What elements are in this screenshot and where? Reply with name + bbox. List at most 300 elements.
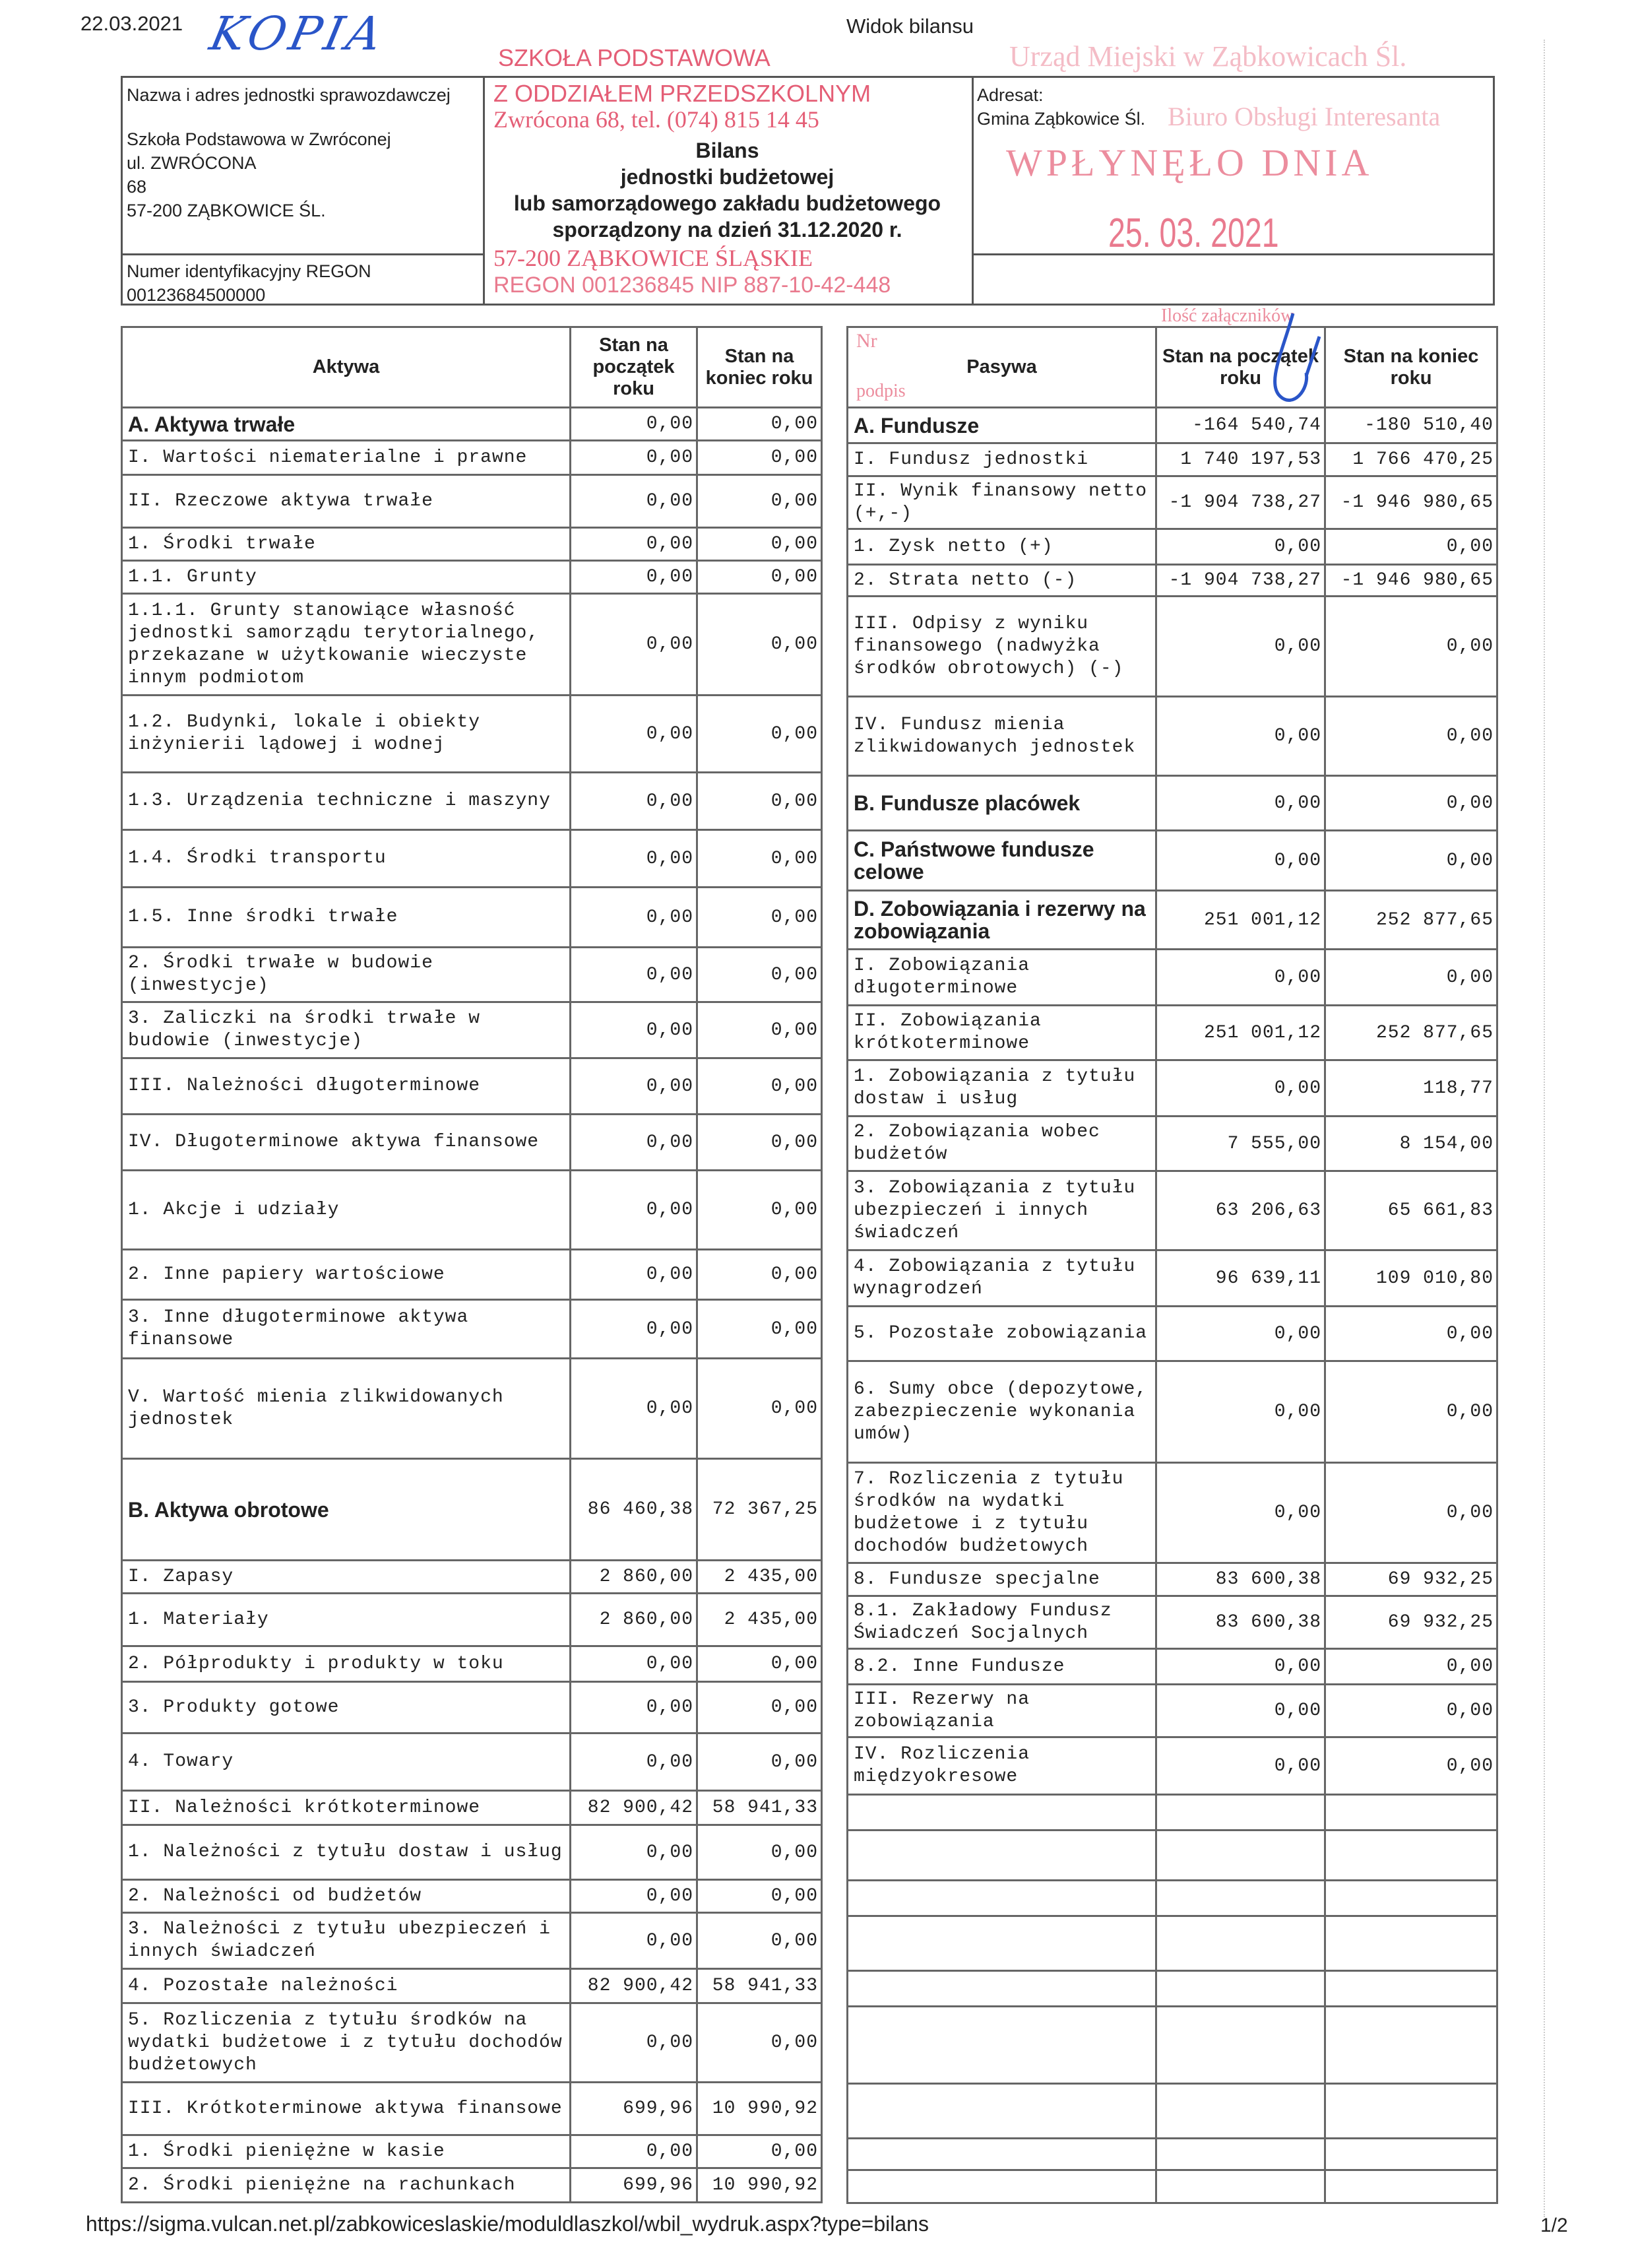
table-row [122,1682,822,1733]
table-row [122,1825,822,1880]
end-of-year-value: 65 661,83 [1325,1171,1497,1250]
start-of-year-value: 0,00 [571,475,697,528]
row-label: 2. Środki pieniężne na rachunkach [122,2168,571,2203]
table-row [848,1117,1497,1171]
end-of-year-value: 0,00 [1325,950,1497,1006]
table-row [848,1563,1497,1596]
addressee-value: Gmina Ząbkowice Śl. [977,109,1146,129]
start-of-year-value: 82 900,42 [571,1969,697,2003]
row-label: I. Zapasy [122,1561,571,1594]
end-of-year-value: 69 932,25 [1325,1563,1497,1596]
end-of-year-value: 109 010,80 [1325,1250,1497,1307]
table-row [848,1171,1497,1250]
row-label: 4. Zobowiązania z tytułu wynagrodzeń [848,1250,1156,1307]
end-of-year-value: 0,00 [1325,597,1497,697]
end-of-year-value: 0,00 [697,1115,822,1171]
row-label: B. Aktywa obrotowe [122,1459,571,1561]
end-of-year-value: 0,00 [697,1733,822,1791]
table-row [122,1002,822,1058]
start-of-year-value: 2 860,00 [571,1594,697,1646]
start-of-year-value: 0,00 [571,696,697,773]
end-of-year-value: 0,00 [697,408,822,441]
start-of-year-value: 0,00 [571,1171,697,1250]
empty-cell [1156,1831,1325,1881]
start-of-year-value: 0,00 [571,948,697,1002]
end-of-year-value: 0,00 [1325,776,1497,831]
unit-address [127,127,391,222]
start-of-year-value: 0,00 [571,888,697,948]
end-of-year-value: 0,00 [697,830,822,888]
start-of-year-value: 0,00 [571,1115,697,1171]
row-label: 1. Zysk netto (+) [848,529,1156,565]
table-row [122,888,822,948]
table-row [848,476,1497,529]
start-of-year-value: 0,00 [571,1250,697,1300]
empty-cell [848,2007,1156,2084]
empty-row [848,1795,1497,1831]
row-label: B. Fundusze placówek [848,776,1156,831]
empty-cell [1325,1881,1497,1916]
end-of-year-value: 72 367,25 [697,1459,822,1561]
regon-block [127,259,371,307]
table-row [122,1058,822,1115]
end-of-year-value: 0,00 [1325,1685,1497,1737]
row-label: 3. Inne długoterminowe aktywa finansowe [122,1300,571,1359]
row-label: 3. Zobowiązania z tytułu ubezpieczeń i innych świadczeń [848,1171,1156,1250]
end-of-year-value: 0,00 [697,1058,822,1115]
table-row [122,1646,822,1682]
table-row [848,891,1497,950]
row-label: III. Odpisy z wyniku finansowego (nadwyżka środków obrotowych) (-) [848,597,1156,697]
row-label: 5. Pozostałe zobowiązania [848,1307,1156,1361]
start-of-year-value: 96 639,11 [1156,1250,1325,1307]
start-of-year-value: 0,00 [571,408,697,441]
table-row [122,2135,822,2168]
school-stamp-line: REGON 001236845 NIP 887-10-42-448 [493,273,891,298]
start-of-year-value: 0,00 [1156,776,1325,831]
header-divider [123,253,483,255]
end-of-year-value: 0,00 [1325,1737,1497,1795]
row-label: 5. Rozliczenia z tytułu środków na wydatki budżetowe i z tytułu dochodów budżetowych [122,2003,571,2083]
end-of-year-value: 0,00 [697,441,822,475]
unit-city: 57-200 ZĄBKOWICE ŚL. [127,201,326,220]
table-row [848,565,1497,597]
start-of-year-value: -1 904 738,27 [1156,565,1325,597]
table-row [848,697,1497,776]
end-of-year-value: 118,77 [1325,1060,1497,1117]
end-of-year-value: 0,00 [697,1682,822,1733]
table-row [848,1463,1497,1563]
report-title [483,137,972,243]
start-of-year-value: 699,96 [571,2168,697,2203]
start-of-year-value: 0,00 [1156,697,1325,776]
start-of-year-value: 83 600,38 [1156,1596,1325,1649]
table-row [122,1250,822,1300]
end-of-year-value: 0,00 [1325,697,1497,776]
row-label: III. Rezerwy na zobowiązania [848,1685,1156,1737]
view-title: Widok bilansu [846,15,974,38]
table-row [122,948,822,1002]
start-of-year-value: 0,00 [1156,1463,1325,1563]
table-row [848,831,1497,891]
row-label: A. Fundusze [848,408,1156,443]
start-of-year-value: 0,00 [1156,597,1325,697]
row-label: III. Należności długoterminowe [122,1058,571,1115]
start-of-year-value: 0,00 [571,1002,697,1058]
row-label: 2. Strata netto (-) [848,565,1156,597]
regon-label: Numer identyfikacyjny REGON [127,261,371,281]
row-label: IV. Fundusz mienia zlikwidowanych jednostek [848,697,1156,776]
table-row [848,529,1497,565]
end-of-year-value: 0,00 [1325,831,1497,891]
title-line: jednostki budżetowej [620,165,834,189]
end-of-year-value: 0,00 [697,888,822,948]
row-label: 8.2. Inne Fundusze [848,1649,1156,1685]
start-of-year-value: -164 540,74 [1156,408,1325,443]
row-label: II. Należności krótkoterminowe [122,1791,571,1825]
table-row [122,1115,822,1171]
start-of-year-value: 0,00 [571,1359,697,1459]
start-of-year-value: 251 001,12 [1156,1006,1325,1060]
row-label: III. Krótkoterminowe aktywa finansowe [122,2083,571,2135]
empty-cell [1156,1881,1325,1916]
end-of-year-value: 0,00 [1325,529,1497,565]
table-row [122,2083,822,2135]
table-row [122,1733,822,1791]
office-stamp-line: Urząd Miejski w Ząbkowicach Śl. [1009,40,1407,73]
table-row [122,1300,822,1359]
scan-edge [1544,40,1545,2217]
title-line: Bilans [695,139,759,162]
liabilities-header-row [848,327,1497,408]
row-label: II. Wynik finansowy netto (+,-) [848,476,1156,529]
row-label: 1.1. Grunty [122,561,571,594]
empty-cell [848,1916,1156,1971]
table-row [122,1969,822,2003]
table-row [848,443,1497,476]
start-of-year-column-header: Stan na początek roku [1156,327,1325,408]
office-stamp-nr: Nr [856,330,877,352]
empty-row [848,2084,1497,2139]
row-label: IV. Rozliczenia międzyokresowe [848,1737,1156,1795]
start-of-year-value: 2 860,00 [571,1561,697,1594]
row-label: 3. Zaliczki na środki trwałe w budowie (inwestycje) [122,1002,571,1058]
end-of-year-value: 0,00 [1325,1307,1497,1361]
start-of-year-value: -1 904 738,27 [1156,476,1325,529]
row-label: 4. Pozostałe należności [122,1969,571,2003]
end-of-year-value: 2 435,00 [697,1594,822,1646]
start-of-year-value: 0,00 [1156,831,1325,891]
start-of-year-value: 0,00 [571,1682,697,1733]
row-label: IV. Długoterminowe aktywa finansowe [122,1115,571,1171]
row-label: 6. Sumy obce (depozytowe, zabezpieczenie wykonania umów) [848,1361,1156,1463]
empty-cell [1325,2139,1497,2170]
empty-cell [848,1795,1156,1831]
unit-number: 68 [127,177,147,197]
row-label: 3. Należności z tytułu ubezpieczeń i innych świadczeń [122,1913,571,1969]
page-number: 1/2 [1540,2215,1568,2236]
start-of-year-value: 0,00 [571,528,697,561]
end-of-year-value: 252 877,65 [1325,1006,1497,1060]
row-label: I. Wartości niematerialne i prawne [122,441,571,475]
row-label: 8.1. Zakładowy Fundusz Świadczeń Socjalnych [848,1596,1156,1649]
unit-label: Nazwa i adres jednostki sprawozdawczej [127,85,451,105]
row-label: 2. Zobowiązania wobec budżetów [848,1117,1156,1171]
row-label: D. Zobowiązania i rezerwy na zobowiązania [848,891,1156,950]
table-row [848,1649,1497,1685]
table-row [848,950,1497,1006]
empty-cell [848,1971,1156,2007]
office-stamp-signature: podpis [856,381,906,401]
row-label: 2. Środki trwałe w budowie (inwestycje) [122,948,571,1002]
start-of-year-value: 7 555,00 [1156,1117,1325,1171]
start-of-year-value: 0,00 [571,594,697,696]
table-row [122,1913,822,1969]
start-of-year-value: 82 900,42 [571,1791,697,1825]
end-of-year-value: 8 154,00 [1325,1117,1497,1171]
end-of-year-value: 69 932,25 [1325,1596,1497,1649]
start-of-year-value: 0,00 [1156,1737,1325,1795]
row-label: 1. Należności z tytułu dostaw i usług [122,1825,571,1880]
empty-cell [848,1831,1156,1881]
start-of-year-value: 0,00 [1156,529,1325,565]
end-of-year-value: 0,00 [697,594,822,696]
empty-row [848,1831,1497,1881]
school-stamp-line: Zwrócona 68, tel. (074) 815 14 45 [493,106,819,133]
row-label: 1.3. Urządzenia techniczne i maszyny [122,773,571,830]
table-row [122,1594,822,1646]
table-row [122,1880,822,1913]
table-row [848,1685,1497,1737]
row-label: 1. Zobowiązania z tytułu dostaw i usług [848,1060,1156,1117]
table-row [122,1359,822,1459]
row-label: 8. Fundusze specjalne [848,1563,1156,1596]
start-of-year-value: 0,00 [571,773,697,830]
end-of-year-value: 10 990,92 [697,2168,822,2203]
row-label: 1.5. Inne środki trwałe [122,888,571,948]
row-label: I. Zobowiązania długoterminowe [848,950,1156,1006]
start-of-year-value: 0,00 [1156,1060,1325,1117]
end-of-year-value: 58 941,33 [697,1969,822,2003]
end-of-year-value: 0,00 [1325,1463,1497,1563]
handwritten-check-mark [1253,310,1333,422]
table-row [122,1171,822,1250]
table-row [122,1459,822,1561]
empty-cell [1156,1795,1325,1831]
empty-cell [848,2084,1156,2139]
header-divider [972,78,974,304]
handwritten-copy-mark: KOPIA [205,7,391,61]
table-row [122,594,822,696]
table-row [848,597,1497,697]
end-of-year-value: 1 766 470,25 [1325,443,1497,476]
empty-cell [1156,1971,1325,2007]
title-line: lub samorządowego zakładu budżetowego [513,191,941,215]
row-label: 1. Materiały [122,1594,571,1646]
table-row [848,1060,1497,1117]
unit-street: ul. ZWRÓCONA [127,153,257,173]
end-of-year-value: -1 946 980,65 [1325,565,1497,597]
end-of-year-value: 0,00 [697,1880,822,1913]
end-of-year-value: 0,00 [697,1359,822,1459]
row-label: 2. Półprodukty i produkty w toku [122,1646,571,1682]
row-label: I. Fundusz jednostki [848,443,1156,476]
end-of-year-value: 0,00 [697,948,822,1002]
empty-cell [848,2170,1156,2203]
table-row [122,2003,822,2083]
row-label: V. Wartość mienia zlikwidowanych jednostek [122,1359,571,1459]
row-label: 1. Środki trwałe [122,528,571,561]
table-row [122,1561,822,1594]
start-of-year-value: 251 001,12 [1156,891,1325,950]
table-row [848,1361,1497,1463]
assets-table [121,326,823,2203]
end-of-year-value: 0,00 [697,528,822,561]
empty-cell [1325,1795,1497,1831]
liabilities-column-header: Pasywa [848,327,1156,408]
table-row [848,1596,1497,1649]
school-stamp-line: SZKOŁA PODSTAWOWA [498,44,771,71]
table-row [122,475,822,528]
row-label: 2. Należności od budżetów [122,1880,571,1913]
row-label: 4. Towary [122,1733,571,1791]
end-of-year-value: 0,00 [697,696,822,773]
row-label: II. Rzeczowe aktywa trwałe [122,475,571,528]
start-of-year-value: 1 740 197,53 [1156,443,1325,476]
office-stamp-received: WPŁYNĘŁO DNIA [1006,141,1373,184]
end-of-year-value: 0,00 [697,1002,822,1058]
start-of-year-value: 83 600,38 [1156,1563,1325,1596]
addressee-block [977,83,1145,131]
office-stamp-line: Biuro Obsługi Interesanta [1168,102,1441,131]
row-label: 1.1.1. Grunty stanowiące własność jednostki samorządu terytorialnego, przekazane w użytkowanie wieczyste innym podmiotom [122,594,571,696]
empty-row [848,1971,1497,2007]
start-of-year-value: 63 206,63 [1156,1171,1325,1250]
start-of-year-value: 0,00 [571,441,697,475]
liabilities-table [846,326,1498,2204]
end-of-year-value: 0,00 [697,1250,822,1300]
start-of-year-value: 0,00 [1156,1685,1325,1737]
unit-name: Szkoła Podstawowa w Zwróconej [127,129,391,149]
end-of-year-value: -180 510,40 [1325,408,1497,443]
empty-cell [1156,2170,1325,2203]
row-label: 2. Inne papiery wartościowe [122,1250,571,1300]
end-of-year-value: 0,00 [697,1171,822,1250]
start-of-year-value: 0,00 [571,830,697,888]
end-of-year-value: 0,00 [697,1646,822,1682]
assets-column-header: Aktywa [122,327,571,408]
table-row [122,830,822,888]
row-label: 3. Produkty gotowe [122,1682,571,1733]
empty-row [848,2170,1497,2203]
empty-cell [1156,2007,1325,2084]
start-of-year-value: 0,00 [571,2135,697,2168]
empty-cell [1325,2170,1497,2203]
empty-row [848,2139,1497,2170]
table-row [122,773,822,830]
table-row [122,441,822,475]
end-of-year-value: 0,00 [1325,1361,1497,1463]
table-row [122,408,822,441]
end-of-year-value: 0,00 [697,2003,822,2083]
empty-row [848,2007,1497,2084]
table-row [122,561,822,594]
end-of-year-value: 58 941,33 [697,1791,822,1825]
row-label: 7. Rozliczenia z tytułu środków na wydatki budżetowe i z tytułu dochodów budżetowych [848,1463,1156,1563]
office-stamp-attachments: Ilość załączników [1161,306,1294,326]
start-of-year-value: 0,00 [571,1058,697,1115]
end-of-year-value: 0,00 [697,2135,822,2168]
row-label: 1.4. Środki transportu [122,830,571,888]
row-label: 1.2. Budynki, lokale i obiekty inżynierii lądowej i wodnej [122,696,571,773]
table-row [122,696,822,773]
school-stamp-line: Z ODDZIAŁEM PRZEDSZKOLNYM [493,80,871,107]
regon-value: 00123684500000 [127,285,266,305]
end-of-year-value: 2 435,00 [697,1561,822,1594]
table-row [122,528,822,561]
table-row [848,1006,1497,1060]
start-of-year-value: 0,00 [571,1300,697,1359]
end-of-year-column-header: Stan na koniec roku [697,327,822,408]
start-of-year-value: 0,00 [1156,1307,1325,1361]
row-label: 1. Środki pieniężne w kasie [122,2135,571,2168]
start-of-year-value: 0,00 [571,1880,697,1913]
table-row [122,2168,822,2203]
footer-url: https://sigma.vulcan.net.pl/zabkowiceslaskie/moduldlaszkol/wbil_wydruk.aspx?type=bilans [86,2212,929,2236]
empty-cell [1325,2007,1497,2084]
start-of-year-value: 0,00 [571,1646,697,1682]
start-of-year-value: 0,00 [1156,950,1325,1006]
start-of-year-value: 0,00 [571,1733,697,1791]
empty-cell [1325,2084,1497,2139]
start-of-year-value: 0,00 [571,561,697,594]
school-stamp-line: 57-200 ZĄBKOWICE ŚLĄSKIE [493,245,813,271]
empty-row [848,1881,1497,1916]
print-date: 22.03.2021 [80,12,183,35]
empty-cell [1156,2084,1325,2139]
table-row [848,408,1497,443]
end-of-year-value: 0,00 [697,1300,822,1359]
end-of-year-value: 10 990,92 [697,2083,822,2135]
empty-cell [1156,2139,1325,2170]
table-row [122,1791,822,1825]
start-of-year-value: 86 460,38 [571,1459,697,1561]
start-of-year-column-header: Stan na początek roku [571,327,697,408]
end-of-year-value: 0,00 [697,773,822,830]
start-of-year-value: 0,00 [1156,1649,1325,1685]
table-row [848,1250,1497,1307]
start-of-year-value: 0,00 [571,2003,697,2083]
end-of-year-value: 0,00 [697,561,822,594]
end-of-year-column-header: Stan na koniec roku [1325,327,1497,408]
table-row [848,776,1497,831]
row-label: 1. Akcje i udziały [122,1171,571,1250]
table-row [848,1307,1497,1361]
empty-cell [848,1881,1156,1916]
end-of-year-value: 0,00 [697,1913,822,1969]
row-label: A. Aktywa trwałe [122,408,571,441]
empty-cell [1325,1971,1497,2007]
start-of-year-value: 699,96 [571,2083,697,2135]
title-line: sporządzony na dzień 31.12.2020 r. [552,218,902,242]
end-of-year-value: 0,00 [1325,1649,1497,1685]
empty-cell [1325,1916,1497,1971]
end-of-year-value: -1 946 980,65 [1325,476,1497,529]
empty-cell [1156,1916,1325,1971]
row-label: II. Zobowiązania krótkoterminowe [848,1006,1156,1060]
empty-cell [848,2139,1156,2170]
assets-header-row [122,327,822,408]
